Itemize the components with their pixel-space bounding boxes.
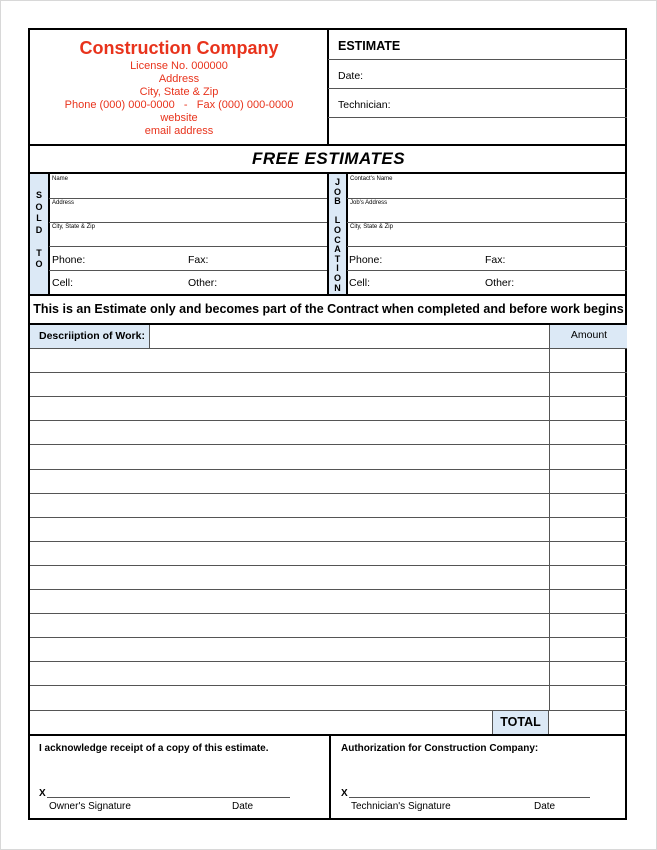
description-cell[interactable] [30, 517, 549, 541]
amount-cell[interactable] [550, 637, 627, 661]
description-cell[interactable] [30, 348, 549, 372]
side-letter: T [334, 253, 341, 264]
amount-cell[interactable] [550, 517, 627, 541]
technician-signature-line[interactable] [349, 797, 590, 798]
sold-to-phone-label: Phone: [52, 254, 86, 266]
job-contact-label: Contact's Name [350, 176, 393, 182]
amount-cell[interactable] [550, 589, 627, 613]
sold-to-fax-label: Fax: [188, 254, 209, 266]
owner-signature-line[interactable] [47, 797, 290, 798]
amount-cell[interactable] [550, 661, 627, 685]
description-cell[interactable] [30, 613, 549, 637]
description-cell[interactable] [30, 372, 549, 396]
company-address: Address [158, 73, 200, 85]
technician-date-label: Date [534, 801, 556, 812]
side-letter: O [333, 224, 341, 235]
sold-to-city-line[interactable] [49, 246, 327, 247]
sold-to-address-label: Address [52, 200, 75, 206]
description-cell[interactable] [30, 661, 549, 685]
job-address-line[interactable] [347, 222, 627, 223]
sold-to-name-label: Name [52, 176, 69, 182]
side-letter [30, 236, 48, 248]
side-letter: C [334, 234, 341, 245]
job-city-line[interactable] [347, 246, 627, 247]
job-city-label: City, State & Zip [350, 224, 393, 230]
banner-title: FREE ESTIMATES [251, 149, 406, 168]
job-address-label: Job's Address [350, 200, 388, 206]
amount-cell[interactable] [550, 565, 627, 589]
job-fax-label: Fax: [485, 254, 506, 266]
side-letter: L [334, 215, 341, 226]
technician-signature-label: Technician's Signature [351, 801, 451, 812]
company-name: Construction Company [79, 38, 279, 58]
description-cell[interactable] [30, 493, 549, 517]
sold-to-cell-label: Cell: [52, 277, 74, 289]
amount-cell[interactable] [550, 372, 627, 396]
side-letter: S [35, 190, 42, 200]
description-cell[interactable] [30, 565, 549, 589]
description-cell[interactable] [30, 541, 549, 565]
job-location-side-label [329, 178, 346, 293]
description-cell[interactable] [30, 444, 549, 468]
side-letter: I [336, 263, 339, 274]
description-cell[interactable] [30, 710, 549, 734]
estimate-form [28, 28, 627, 820]
amount-cell[interactable] [550, 469, 627, 493]
amount-cell[interactable] [550, 493, 627, 517]
amount-header-cell [549, 325, 627, 348]
owner-acknowledgement: I acknowledge receipt of a copy of this estimate. [39, 743, 269, 754]
description-header: Descriiption of Work: [39, 330, 145, 342]
amount-header: Amount [570, 329, 608, 341]
description-cell[interactable] [30, 420, 549, 444]
owner-signature-x: X [39, 788, 46, 799]
signature-divider [329, 735, 331, 820]
side-letter: L [36, 213, 42, 223]
header-bottom-rule [30, 144, 627, 146]
amount-cell[interactable] [550, 685, 627, 709]
company-license: License No. 000000 [130, 60, 228, 72]
technician-label: Technician: [338, 99, 391, 111]
job-cell-label: Cell: [349, 277, 371, 289]
description-header-cell [30, 325, 150, 348]
date-line[interactable] [328, 88, 627, 89]
description-cell[interactable] [30, 396, 549, 420]
company-header [30, 38, 328, 138]
job-contact-line[interactable] [347, 198, 627, 199]
side-letter: N [334, 282, 341, 293]
side-letter: B [334, 196, 341, 207]
amount-cell[interactable] [550, 396, 627, 420]
description-cell[interactable] [30, 637, 549, 661]
sold-to-other-label: Other: [188, 277, 218, 289]
contract-notice: This is an Estimate only and becomes part of the Contract when completed and before work begins [33, 302, 624, 316]
amount-cell[interactable] [550, 420, 627, 444]
estimate-rule [328, 59, 627, 60]
side-letter: J [334, 177, 340, 187]
side-letter: O [35, 259, 43, 269]
technician-line[interactable] [328, 117, 627, 118]
company-city-state-zip: City, State & Zip [139, 86, 219, 98]
description-cell[interactable] [30, 685, 549, 709]
side-letter: O [333, 186, 341, 197]
sold-to-side-divider [48, 174, 50, 294]
job-phone-line[interactable] [347, 270, 627, 271]
sold-to-side-label [30, 190, 48, 271]
company-phone-fax: Phone (000) 000-0000 - Fax (000) 000-0000 [64, 99, 294, 111]
estimate-title: ESTIMATE [338, 39, 401, 53]
contact-bottom-rule [30, 294, 627, 296]
job-phone-label: Phone: [349, 254, 383, 266]
date-label: Date: [338, 70, 364, 82]
company-email: email address [144, 125, 214, 137]
company-authorization: Authorization for Construction Company: [341, 743, 539, 754]
amount-cell[interactable] [550, 613, 627, 637]
total-label-cell [492, 710, 549, 734]
side-letter: O [35, 201, 43, 212]
description-cell[interactable] [30, 469, 549, 493]
side-letter: T [36, 247, 42, 258]
job-location-side-divider [346, 174, 348, 294]
job-other-label: Other: [485, 277, 515, 289]
side-letter: O [333, 272, 341, 283]
side-letter: D [35, 224, 43, 235]
sold-to-phone-line[interactable] [49, 270, 327, 271]
company-website: website [160, 112, 198, 124]
total-amount-field[interactable] [549, 710, 627, 734]
sold-to-address-line[interactable] [49, 222, 327, 223]
total-label: TOTAL [500, 715, 541, 729]
amount-cell[interactable] [550, 348, 627, 372]
amount-cell[interactable] [550, 541, 627, 565]
description-cell[interactable] [30, 589, 549, 613]
technician-signature-x: X [341, 788, 348, 799]
sold-to-city-label: City, State & Zip [52, 224, 95, 230]
sold-to-name-line[interactable] [49, 198, 327, 199]
side-letter: A [334, 244, 341, 255]
amount-cell[interactable] [550, 444, 627, 468]
owner-signature-label: Owner's Signature [49, 801, 131, 812]
owner-date-label: Date [232, 801, 254, 812]
